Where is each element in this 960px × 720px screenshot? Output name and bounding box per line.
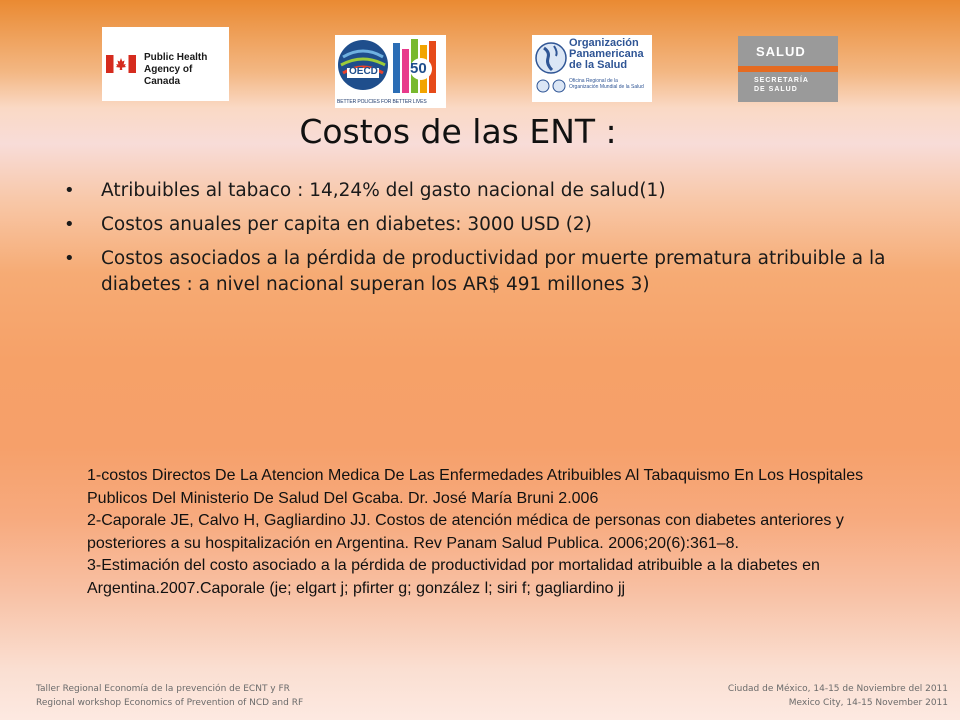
oecd-logo bbox=[335, 35, 446, 108]
bullet-text: Costos asociados a la pérdida de productividad por muerte prematura atribuible a la diabetes : a nivel nacional superan los AR$ 491 millones 3) bbox=[101, 248, 886, 295]
footer-left bbox=[36, 682, 303, 710]
bullet-icon: • bbox=[64, 214, 75, 235]
footer-date-es: Ciudad de México, 14-15 de Noviembre del 2011 bbox=[727, 684, 948, 694]
reference-item: 1-costos Directos De La Atencion Medica De Las Enfermedades Atribuibles Al Tabaquismo En Los Hospitales Publicos Del Ministerio De Salud Del Gcaba. Dr. José María Bruni 2.006 bbox=[87, 467, 864, 507]
phac-logo bbox=[102, 27, 229, 101]
bullet-item bbox=[64, 212, 914, 238]
bullet-text: Atribuibles al tabaco : 14,24% del gasto nacional de salud(1) bbox=[101, 180, 666, 201]
canada-flag-icon bbox=[106, 55, 136, 73]
oecd-name: OECD bbox=[349, 66, 378, 77]
slide-title: Costos de las ENT : bbox=[299, 112, 617, 151]
bullet-item bbox=[64, 246, 914, 298]
bullet-text: Costos anuales per capita en diabetes: 3000 USD (2) bbox=[101, 214, 592, 235]
bullet-item bbox=[64, 178, 914, 204]
footer-workshop-es: Taller Regional Economía de la prevención de ECNT y FR bbox=[36, 684, 290, 694]
reference-item: 2-Caporale JE, Calvo H, Gagliardino JJ. Costos de atención médica de personas con diabetes anteriores y posteriores a su hospitalización en Argentina. Rev Panam Salud Publica. 2006;20(6):361–8. bbox=[87, 512, 844, 552]
oecd-tagline: BETTER POLICIES FOR BETTER LIVES bbox=[337, 99, 427, 105]
salud-accent-bar bbox=[738, 66, 838, 72]
paho-globe-icon bbox=[534, 38, 568, 98]
footer-right bbox=[728, 682, 948, 710]
bullet-icon: • bbox=[64, 248, 75, 269]
references bbox=[87, 465, 915, 600]
bullet-list bbox=[64, 178, 914, 306]
oecd-50-label: 50 bbox=[410, 60, 427, 77]
bullet-icon: • bbox=[64, 180, 75, 201]
salud-logo bbox=[738, 36, 838, 102]
footer-date-en: Mexico City, 14-15 November 2011 bbox=[788, 698, 948, 708]
salud-subtitle: SECRETARÍA DE SALUD bbox=[754, 77, 809, 93]
ops-logo bbox=[532, 35, 652, 102]
ops-subtitle: Oficina Regional de la Organización Mundial de la Salud bbox=[569, 78, 644, 90]
phac-logo-text: Public Health Agency of Canada bbox=[144, 52, 208, 87]
salud-title: SALUD bbox=[756, 44, 806, 59]
ops-name: Organización Panamericana de la Salud bbox=[569, 37, 644, 71]
reference-item: 3-Estimación del costo asociado a la pérdida de productividad por mortalidad atribuible a la diabetes en Argentina.2007.Caporale (je; elgart j; pfirter g; gonzález l; siri f; gagliardino jj bbox=[87, 557, 820, 597]
footer-workshop-en: Regional workshop Economics of Prevention of NCD and RF bbox=[36, 698, 304, 708]
